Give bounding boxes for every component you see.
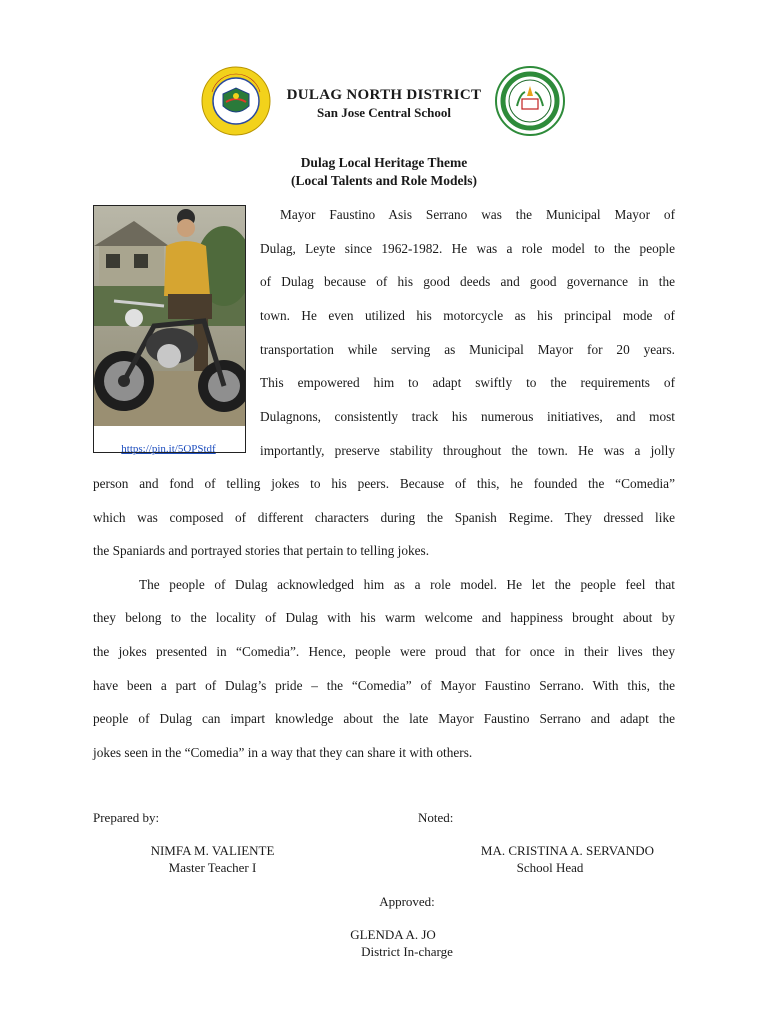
theme-title: Dulag Local Heritage Theme <box>300 155 468 170</box>
paragraph-1-line-2: Dulag, Leyte since 1962-1982. He was a role model to the people <box>260 241 675 256</box>
paragraph-2-line-4: have been a part of Dulag’s pride – the “Comedia” of Mayor Faustino Serrano. With this, the <box>93 678 675 693</box>
paragraph-1-line-6: This empowered him to adapt swiftly to the requirements of <box>260 375 675 390</box>
preparer-name: NIMFA M. VALIENTE <box>150 843 275 858</box>
approver-name: GLENDA A. JO <box>350 927 436 942</box>
district-title: DULAG NORTH DISTRICT <box>286 87 482 103</box>
school-name: San Jose Central School <box>317 105 451 120</box>
noter-title: School Head <box>516 860 584 875</box>
paragraph-1-line-10: which was composed of different characters during the Spanish Regime. They dressed like <box>93 510 675 525</box>
paragraph-2-line-6: jokes seen in the “Comedia” in a way that they can share it with others. <box>93 745 473 760</box>
prepared-by-label: Prepared by: <box>93 810 160 825</box>
approved-label: Approved: <box>379 894 435 909</box>
paragraph-1-line-11: the Spaniards and portrayed stories that pertain to telling jokes. <box>93 543 430 558</box>
paragraph-1-line-3: of Dulag because of his good deeds and good governance in the <box>260 274 675 289</box>
paragraph-1-line-8: importantly, preserve stability throughout the town. He was a jolly <box>260 443 675 458</box>
paragraph-1-line-1: Mayor Faustino Asis Serrano was the Municipal Mayor of <box>280 207 675 222</box>
noted-label: Noted: <box>418 810 454 825</box>
paragraph-2-line-2: they belong to the locality of Dulag with his warm welcome and happiness brought about by <box>93 610 675 625</box>
mayor-motorcycle-photo <box>94 206 245 426</box>
paragraph-2-line-5: people of Dulag can impart knowledge about the late Mayor Faustino Serrano and adapt the <box>93 711 675 726</box>
paragraph-1-line-9: person and fond of telling jokes to his peers. Because of this, he founded the “Comedia” <box>93 476 675 491</box>
approver-title: District In-charge <box>361 944 453 959</box>
paragraph-2-line-1: The people of Dulag acknowledged him as a role model. He let the people feel that <box>139 577 675 592</box>
theme-subtitle: (Local Talents and Role Models) <box>290 173 477 188</box>
paragraph-1-line-4: town. He even utilized his motorcycle as his principal mode of <box>260 308 675 323</box>
paragraph-2-line-3: the jokes presented in “Comedia”. Hence, people were proud that for once in their lives they <box>93 644 675 659</box>
paragraph-1-line-7: Dulagnons, consistently track his numerous initiatives, and most <box>260 409 675 424</box>
preparer-title: Master Teacher I <box>168 860 257 875</box>
noter-name: MA. CRISTINA A. SERVANDO <box>480 843 655 858</box>
paragraph-1-line-5: transportation while serving as Municipal Mayor for 20 years. <box>260 342 675 357</box>
photo-source-link[interactable]: https://pin.it/5OPStdf <box>121 443 216 455</box>
